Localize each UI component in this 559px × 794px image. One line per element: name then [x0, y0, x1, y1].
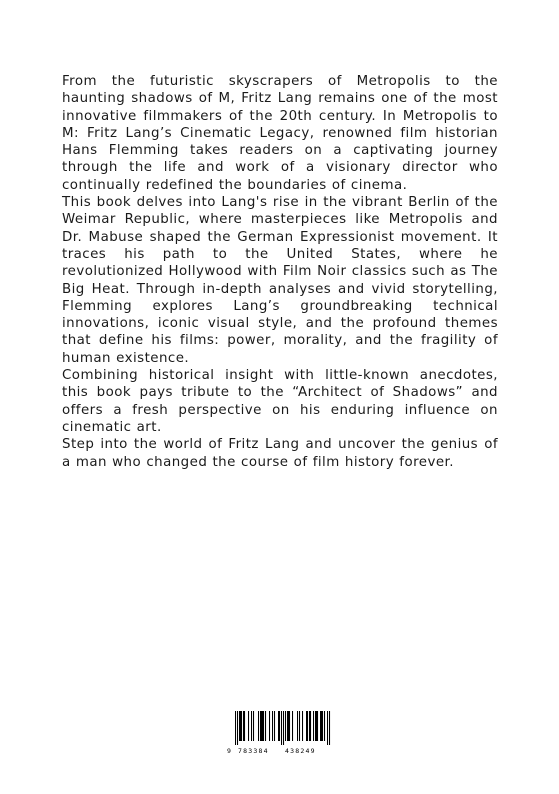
barcode-bar — [243, 711, 244, 741]
isbn-first-digit: 9 — [227, 747, 231, 755]
barcode-bar — [237, 711, 238, 745]
barcode-bar — [251, 711, 252, 741]
barcode-bar — [263, 711, 264, 741]
barcode-bar — [278, 711, 279, 741]
barcode-bar — [322, 711, 323, 741]
barcode-bar — [272, 711, 273, 741]
barcode-bar — [320, 711, 321, 741]
isbn-left-group: 783384 — [238, 747, 269, 755]
barcode-bar — [317, 711, 318, 741]
barcode-bar — [279, 711, 280, 741]
barcode-bar — [244, 711, 245, 741]
barcode-bar — [299, 711, 300, 741]
barcode-bar — [306, 711, 307, 741]
isbn-digits — [227, 746, 331, 756]
barcode-bar — [327, 711, 328, 745]
blurb-paragraph-1: From the futuristic skyscrapers of Metropolis to the haunting shadows of M, Fritz Lang remains one of the most innovative filmmakers of the 20th century. In Metropolis to M: Fritz Lang’s Cinematic Legacy, renowned film historian Hans Flemming takes readers on a captivating journey through the life and work of a visionary director who continually redefined the boundaries of cinema. — [62, 74, 498, 193]
barcode-bar — [285, 711, 286, 741]
isbn-right-group: 438249 — [285, 747, 316, 755]
barcode-bar — [321, 711, 322, 741]
barcode-bar — [288, 711, 289, 741]
barcode-bar — [262, 711, 263, 741]
blurb-paragraph-4: Step into the world of Fritz Lang and uncover the genius of a man who changed the course of film history forever. — [62, 437, 498, 470]
barcode-bar — [307, 711, 308, 741]
barcode-bar — [289, 711, 290, 741]
barcode-bar — [258, 711, 259, 741]
blurb-paragraph-2: This book delves into Lang's rise in the vibrant Berlin of the Weimar Republic, where masterpieces like Metropolis and Dr. Mabuse shaped the German Expressionist movement. It traces his path to the United States, where he revolutionized Hollywood with Film Noir classics such as The Big Heat. Through in-depth analyses and vivid storytelling, Flemming explores Lang’s groundbreaking technical innovations, iconic visual style, and the profound themes that define his films: power, morality, and the fragility of human existence. — [62, 195, 498, 366]
barcode-bar — [316, 711, 317, 741]
barcode-bar — [260, 711, 261, 741]
barcode-bar — [302, 711, 303, 741]
barcode-bar — [309, 711, 310, 741]
barcode-bar — [313, 711, 314, 741]
isbn-barcode — [227, 711, 331, 757]
barcode-bar — [292, 711, 293, 741]
barcode-bar — [240, 711, 241, 741]
barcode-bar — [235, 711, 236, 745]
barcode-bar — [265, 711, 266, 741]
barcode-bar — [324, 711, 325, 741]
ean13-barcode-icon — [227, 711, 331, 745]
barcode-bar — [248, 711, 249, 741]
blurb-text — [62, 73, 498, 471]
barcode-bar — [283, 711, 284, 745]
barcode-bar — [287, 711, 288, 741]
barcode-bar — [315, 711, 316, 741]
barcode-bar — [253, 711, 254, 741]
barcode-bar — [281, 711, 282, 745]
barcode-bar — [269, 711, 270, 741]
barcode-bar — [329, 711, 330, 745]
barcode-bar — [261, 711, 262, 741]
blurb-paragraph-3: Combining historical insight with little-known anecdotes, this book pays tribute to the “Architect of Shadows” and offers a fresh perspective on his enduring influence on cinematic art. — [62, 368, 498, 435]
barcode-bar — [274, 711, 275, 741]
barcode-bar — [239, 711, 240, 741]
barcode-bar — [310, 711, 311, 741]
barcode-bar — [241, 711, 242, 741]
barcode-bar — [297, 711, 298, 741]
